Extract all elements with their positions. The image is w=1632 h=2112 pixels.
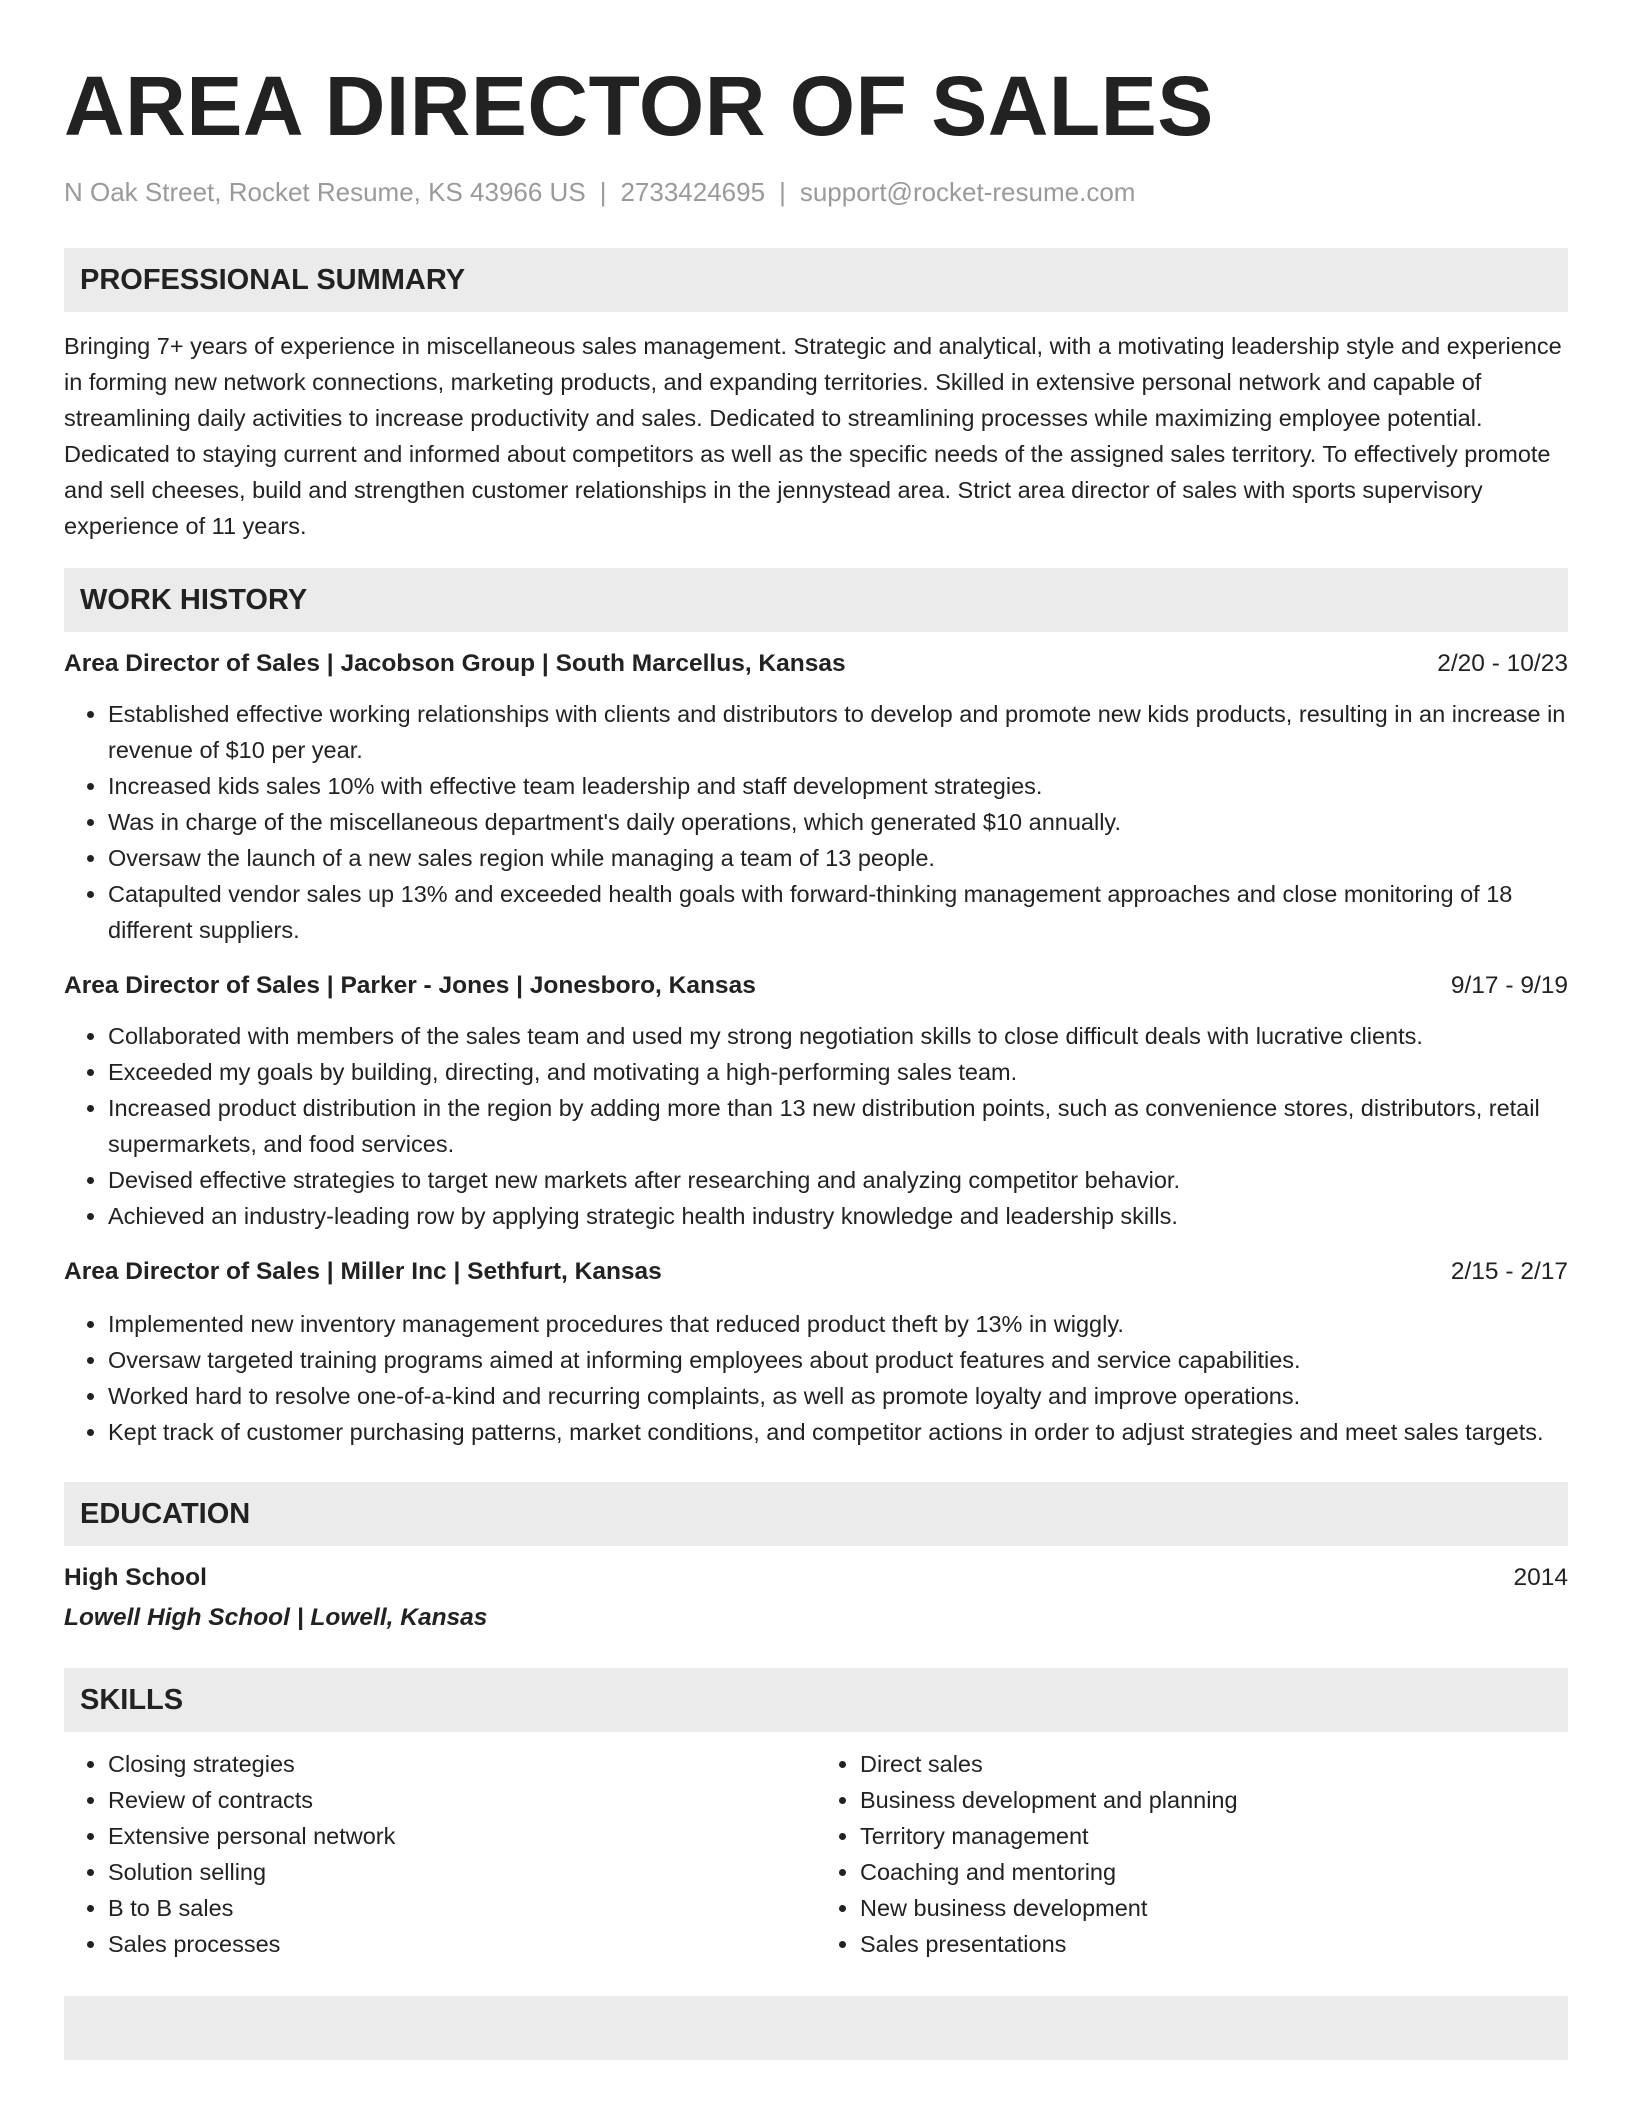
- job-bullet: • Exceeded my goals by building, directing, and motivating a high-performing sales team.: [108, 1054, 1568, 1090]
- contact-separator: |: [599, 177, 607, 207]
- job-title: Area Director of Sales | Miller Inc | Sethfurt, Kansas: [64, 1258, 662, 1285]
- education-degree: High School: [64, 1564, 207, 1591]
- job-heading-row: [64, 970, 1568, 1002]
- skills-section-header: SKILLS: [64, 1668, 1568, 1732]
- job-dates: 9/17 - 9/19: [1450, 972, 1568, 999]
- skills-column-right: [816, 1746, 1568, 1962]
- job-bullets: [64, 1306, 1568, 1450]
- summary-section-header: PROFESSIONAL SUMMARY: [64, 248, 1568, 312]
- next-section-header: [64, 1996, 1568, 2060]
- skill-item: • Direct sales: [860, 1746, 1568, 1782]
- skill-item: • B to B sales: [108, 1890, 816, 1926]
- job-bullet: • Collaborated with members of the sales team and used my strong negotiation skills to close difficult deals with lucrative clients.: [108, 1018, 1568, 1054]
- contact-address: N Oak Street, Rocket Resume, KS 43966 US: [64, 177, 586, 207]
- job-bullet: • Kept track of customer purchasing patterns, market conditions, and competitor actions in order to adjust strategies and meet sales targets.: [108, 1414, 1568, 1450]
- summary-text: Bringing 7+ years of experience in miscellaneous sales management. Strategic and analytical, with a motivating leadership style and experience in forming new network connections, marketing products, and expanding territories. Skilled in extensive personal network and capable of streamlining daily activities to increase productivity and sales. Dedicated to streamlining processes while maximizing employee potential. Dedicated to staying current and informed about competitors as well as the specific needs of the assigned sales territory. To effectively promote and sell cheeses, build and strengthen customer relationships in the jennystead area. Strict area director of sales with sports supervisory experience of 11 years.: [64, 333, 1562, 539]
- job-title: Area Director of Sales | Jacobson Group | South Marcellus, Kansas: [64, 650, 846, 677]
- job-bullet: • Oversaw the launch of a new sales region while managing a team of 13 people.: [108, 840, 1568, 876]
- job-bullet: • Increased kids sales 10% with effective team leadership and staff development strategies.: [108, 768, 1568, 804]
- work-section-header: WORK HISTORY: [64, 568, 1568, 632]
- contact-email: support@rocket-resume.com: [799, 177, 1136, 207]
- job-bullet: • Achieved an industry-leading row by applying strategic health industry knowledge and leadership skills.: [108, 1198, 1568, 1234]
- resume-page: [64, 0, 1568, 2060]
- job-title: Area Director of Sales | Parker - Jones | Jonesboro, Kansas: [64, 972, 756, 999]
- job-bullet: • Established effective working relationships with clients and distributors to develop and promote new kids products, resulting in an increase in revenue of $10 per year.: [108, 696, 1568, 768]
- job-bullet: • Implemented new inventory management procedures that reduced product theft by 13% in wiggly.: [108, 1306, 1568, 1342]
- education-year: 2014: [1513, 1564, 1568, 1591]
- education-entry: [64, 1562, 1568, 1634]
- skill-item: • Business development and planning: [860, 1782, 1568, 1818]
- job-bullet: • Devised effective strategies to target new markets after researching and analyzing competitor behavior.: [108, 1162, 1568, 1198]
- skills-grid: [64, 1746, 1568, 1962]
- education-school: Lowell High School | Lowell, Kansas: [64, 1604, 488, 1631]
- job-heading-row: [64, 648, 1568, 680]
- skills-column-left: [64, 1746, 816, 1962]
- job-entry: [64, 970, 1568, 1234]
- job-dates: 2/15 - 2/17: [1450, 1258, 1568, 1285]
- skill-item: • Territory management: [860, 1818, 1568, 1854]
- skill-item: • Solution selling: [108, 1854, 816, 1890]
- resume-name: AREA DIRECTOR OF SALES: [64, 59, 1214, 153]
- job-bullet: • Was in charge of the miscellaneous department's daily operations, which generated $10 annually.: [108, 804, 1568, 840]
- job-bullet: • Oversaw targeted training programs aimed at informing employees about product features and service capabilities.: [108, 1342, 1568, 1378]
- job-bullet: • Increased product distribution in the region by adding more than 13 new distribution points, such as convenience stores, distributors, retail supermarkets, and food services.: [108, 1090, 1568, 1162]
- job-bullets: [64, 696, 1568, 948]
- job-bullet: • Catapulted vendor sales up 13% and exceeded health goals with forward-thinking management approaches and close monitoring of 18 different suppliers.: [108, 876, 1568, 948]
- skill-item: • New business development: [860, 1890, 1568, 1926]
- job-entry: [64, 648, 1568, 948]
- education-section-header: EDUCATION: [64, 1482, 1568, 1546]
- job-heading-row: [64, 1256, 1568, 1288]
- skill-item: • Sales processes: [108, 1926, 816, 1962]
- contact-line: [64, 176, 1568, 208]
- skill-item: • Coaching and mentoring: [860, 1854, 1568, 1890]
- job-dates: 2/20 - 10/23: [1437, 650, 1568, 677]
- skill-item: • Closing strategies: [108, 1746, 816, 1782]
- job-entry: [64, 1256, 1568, 1450]
- contact-separator: |: [779, 177, 786, 207]
- skill-item: • Extensive personal network: [108, 1818, 816, 1854]
- contact-phone: 2733424695: [620, 177, 766, 207]
- job-bullet: • Worked hard to resolve one-of-a-kind and recurring complaints, as well as promote loyalty and improve operations.: [108, 1378, 1568, 1414]
- skill-item: • Sales presentations: [860, 1926, 1568, 1962]
- job-bullets: [64, 1018, 1568, 1234]
- education-heading-row: [64, 1562, 1568, 1594]
- skill-item: • Review of contracts: [108, 1782, 816, 1818]
